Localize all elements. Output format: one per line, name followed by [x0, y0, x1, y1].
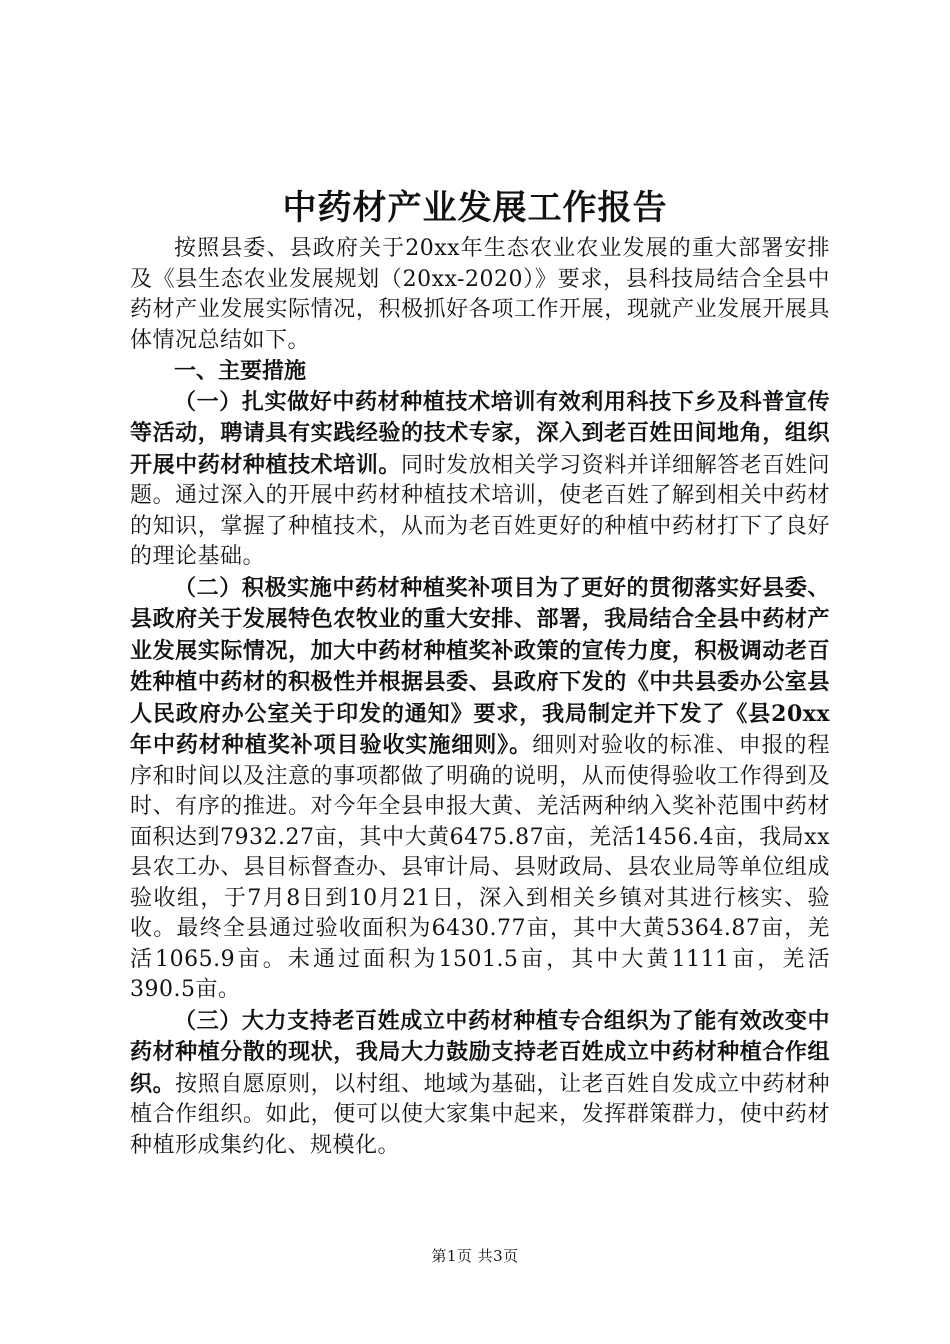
measure-1-lead: （一）扎实做好中药材种植技术培训有效利用科技下乡及科普宣传等活动，聘请具有实践经验的技术专家，深入到老百姓田间地角，组织开展中药材种植技术培训。 [130, 388, 830, 478]
measure-3-body: 按照自愿原则，以村组、地域为基础，让老百姓自发成立中药材种植合作组织。如此，便可以使大家集中起来，发挥群策群力，使中药材种植形成集约化、规模化。 [130, 1071, 830, 1158]
section-heading-main-measures: 一、主要措施 [174, 358, 307, 384]
measure-3-lead: （三）大力支持老百姓成立中药材种植专合组织为了能有效改变中药材种植分散的现状，我局大力鼓励支持老百姓成立中药材种植合作组织。 [130, 1007, 830, 1097]
measure-2-body: 细则对验收的标准、申报的程序和时间以及注意的事项都做了明确的说明，从而使得验收工作得到及时、有序的推进。对今年全县申报大黄、羌活两种纳入奖补范围中药材面积达到7932.27亩，其中大黄6475.87亩，羌活1456.4亩，我局xx县农工办、县目标督查办、县审计局、县财政局、县农业局等单位组成验收组，于7月8日到10月21日，深入到相关乡镇对其进行核实、验收。最终全县通过验收面积为6430.77亩，其中大黄5364.87亩，羌活1065.9亩。未通过面积为1501.5亩，其中大黄1111亩，羌活390.5亩。 [130, 733, 830, 1002]
intro-paragraph: 按照县委、县政府关于20xx年生态农业农业发展的重大部署安排及《县生态农业发展规划（20xx-2020）》要求，县科技局结合全县中药材产业发展实际情况，积极抓好各项工作开展，现就产业发展开展具体情况总结如下。 [130, 236, 830, 353]
page-number-footer: 第1页 共3页 [431, 1247, 519, 1265]
document-body [130, 234, 830, 1161]
measure-2-lead: （二）积极实施中药材种植奖补项目为了更好的贯彻落实好县委、县政府关于发展特色农牧业的重大安排、部署，我局结合全县中药材产业发展实际情况，加大中药材种植奖补政策的宣传力度，积极调动老百姓种植中药材的积极性并根据县委、县政府下发的《中共县委办公室县人民政府办公室关于印发的通知》要求，我局制定并下发了《县20xx年中药材种植奖补项目验收实施细则》。 [130, 574, 830, 758]
document-title: 中药材产业发展工作报告 [282, 188, 668, 228]
measure-3-paragraph [130, 1006, 830, 1162]
measure-2-paragraph [130, 573, 830, 1006]
measure-1-paragraph [130, 387, 830, 573]
measure-1-body: 同时发放相关学习资料并详细解答老百姓问题。通过深入的开展中药材种植技术培训，使老百姓了解到相关中药材的知识，掌握了种植技术，从而为老百姓更好的种植中药材打下了良好的理论基础。 [130, 452, 830, 569]
